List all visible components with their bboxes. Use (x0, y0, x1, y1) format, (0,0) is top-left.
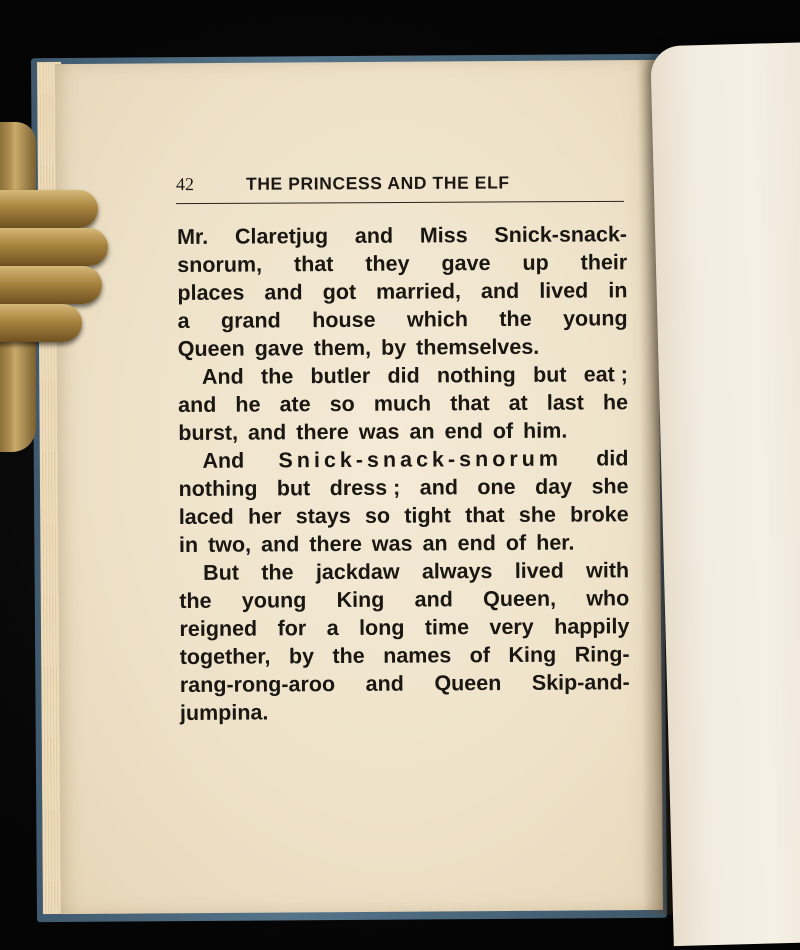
word: house (312, 307, 376, 333)
word: Queen (177, 336, 245, 361)
word: an (409, 419, 435, 444)
brass-page-holder (0, 112, 120, 462)
word: Snick-snack-snorum (278, 446, 563, 473)
word: which (406, 307, 468, 332)
word: was (371, 531, 413, 556)
word: she (518, 502, 556, 527)
word: end (444, 419, 483, 444)
word: the (179, 588, 212, 613)
word: names (383, 643, 452, 668)
word: and (178, 392, 217, 417)
word: snorum, (177, 252, 263, 277)
word: Miss (419, 223, 468, 248)
text-line (178, 388, 628, 419)
word: Mr. (177, 224, 209, 249)
word: Queen (434, 671, 502, 696)
word: with (586, 558, 630, 583)
word: was (358, 419, 400, 444)
word: time (424, 615, 470, 640)
word: and (264, 280, 303, 305)
word: a (177, 308, 190, 333)
word: broke (570, 502, 629, 527)
text-line (178, 444, 628, 475)
word: end (457, 531, 496, 556)
running-head (176, 170, 624, 198)
word: nothing (436, 362, 516, 388)
text-line (179, 472, 629, 503)
brass-holder-finger (0, 304, 82, 342)
word: Queen, (483, 586, 557, 612)
word: did (387, 363, 420, 388)
text-line (179, 528, 629, 559)
word: very (489, 614, 534, 640)
word: themselves. (416, 334, 540, 360)
word: lived (539, 278, 589, 303)
text-line (179, 584, 629, 615)
word: young (562, 306, 628, 331)
word: jumpina. (179, 700, 269, 725)
text-line (178, 416, 628, 447)
word: the (261, 560, 294, 585)
brass-holder-finger (0, 190, 98, 228)
word: Claretjug (234, 224, 329, 249)
word: always (421, 559, 493, 584)
text-line (180, 640, 630, 671)
word: he (602, 390, 629, 415)
word: and (480, 278, 520, 304)
word: young (241, 588, 307, 613)
word: And (202, 448, 245, 473)
word: laced (178, 504, 234, 529)
word: and (354, 223, 394, 248)
running-title: THE PRINCESS AND THE ELF (245, 172, 510, 194)
word: and (419, 475, 459, 500)
word: one (477, 474, 516, 500)
word: but (276, 476, 311, 501)
word: Snick-snack- (494, 222, 628, 248)
word: Ring- (574, 642, 630, 667)
word: happily (554, 614, 630, 639)
word: and (365, 671, 404, 696)
word: lived (514, 558, 564, 583)
word: got (322, 279, 357, 305)
word: last (546, 390, 584, 415)
word: did (596, 446, 629, 471)
word: by (380, 335, 407, 360)
word: of (505, 530, 527, 555)
word: in (608, 278, 628, 303)
word: rang-rong-aroo (179, 672, 336, 697)
word: her. (536, 530, 575, 555)
word: stays (295, 503, 351, 529)
body-text (177, 220, 630, 727)
word: of (469, 643, 491, 668)
word: day (534, 474, 573, 499)
word: and (261, 532, 300, 557)
word: that (450, 391, 490, 416)
word: so (364, 503, 391, 528)
word: And (201, 364, 244, 389)
word: burst, (178, 420, 239, 445)
text-line (177, 276, 627, 307)
word: the (499, 306, 532, 332)
word: dress ; (329, 475, 401, 501)
text-line (179, 500, 629, 531)
word: that (293, 252, 334, 277)
word: much (373, 391, 432, 416)
word: Skip-and- (531, 670, 630, 695)
brass-holder-finger (0, 228, 108, 266)
word: them, (313, 335, 372, 361)
word: in (178, 532, 199, 557)
text-line (179, 556, 629, 587)
text-line (179, 612, 629, 643)
text-line (180, 696, 630, 727)
word: so (329, 391, 355, 417)
word: nothing (178, 476, 258, 501)
word: places (177, 280, 245, 305)
word: their (580, 250, 628, 275)
word: who (586, 586, 630, 611)
word: there (296, 419, 349, 445)
text-line (177, 220, 627, 251)
word: tight (404, 503, 451, 528)
word: eat ; (583, 362, 629, 387)
word: he (235, 392, 261, 417)
word: King (508, 642, 557, 667)
word: butler (310, 363, 371, 389)
word: reigned (179, 616, 258, 641)
text-line (178, 360, 628, 391)
right-page-blank (650, 42, 800, 946)
text-line (178, 304, 628, 335)
word: two, (208, 532, 252, 557)
text-line (178, 332, 628, 363)
word: and (247, 420, 287, 445)
word: him. (523, 418, 568, 443)
word: the (332, 643, 365, 669)
word: for (277, 616, 307, 641)
word: and (414, 587, 453, 612)
word: long (358, 615, 405, 640)
word: married, (376, 279, 462, 304)
word: a (326, 616, 339, 641)
word: she (591, 474, 629, 499)
word: there (309, 531, 362, 557)
word: grand (220, 308, 281, 333)
text-line (180, 668, 630, 699)
word: they (365, 251, 410, 276)
word: gave (254, 336, 304, 361)
word: ate (279, 392, 311, 417)
word: jackdaw (315, 559, 400, 585)
word: but (532, 362, 567, 387)
brass-holder-finger (0, 266, 102, 304)
word: gave (441, 251, 491, 276)
word: by (288, 644, 315, 669)
word: up (522, 250, 549, 275)
word: an (422, 531, 448, 556)
word: King (336, 587, 385, 613)
page-number: 42 (175, 174, 195, 195)
word: her (247, 504, 282, 529)
word: that (465, 503, 505, 528)
word: the (260, 364, 294, 389)
word: But (203, 560, 240, 585)
word: together, (179, 644, 271, 669)
word: of (492, 418, 514, 444)
text-line (177, 248, 627, 279)
word: at (508, 390, 528, 415)
